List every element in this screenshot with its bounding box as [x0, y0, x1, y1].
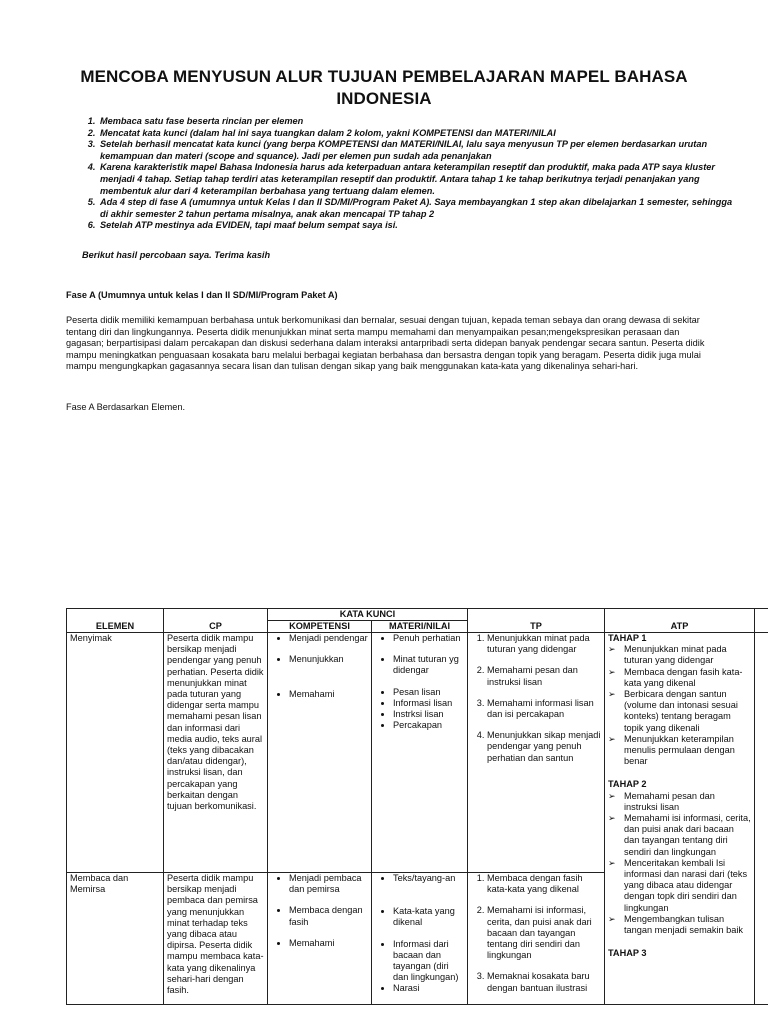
atp-tahap-label: TAHAP 1 — [608, 633, 647, 643]
list-item: ➢ Menceritakan kembali Isi informasi dan narasi dari (teks yang dibaca atau didengar dengan topk diri sendiri dan lingkungan — [608, 858, 751, 914]
cell-elemen: Menyimak — [67, 633, 164, 873]
list-item: • Penuh perhatian — [393, 633, 464, 644]
list-item: • Instrksi lisan — [393, 709, 464, 720]
list-item: • Pesan lisan — [393, 687, 464, 698]
list-item: ➢ Menunjukkan minat pada tuturan yang didengar — [608, 644, 751, 666]
cell-elemen: Membaca dan Memirsa — [67, 873, 164, 1005]
list-item: ➢ Menunjukkan keterampilan menulis permulaan dengan benar — [608, 734, 751, 768]
list-item: ➢ Berbicara dengan santun (volume dan intonasi sesuai konteks) tentang beragam topik yang dikenali — [608, 689, 751, 734]
header-kata-kunci: KATA KUNCI — [268, 609, 468, 621]
list-item: 3. Memaknai kosakata baru dengan bantuan ilustrasi — [487, 971, 601, 993]
atp-tahap-label: TAHAP 2 — [608, 779, 647, 790]
step-item: 5. Ada 4 step di fase A (umumnya untuk Kelas I dan II SD/MI/Program Paket A). Saya membayangkan 1 step akan dibelajarkan 1 semester, sehingga di akhir semester 2 tahun pertama misalnya, anak akan mencapai TP tahap 2 — [98, 197, 738, 220]
steps-list — [82, 116, 738, 232]
list-item: 4. Menunjukkan sikap menjadi pendengar yang penuh perhatian dan santun — [487, 730, 601, 764]
list-item: • Memahami — [289, 689, 368, 700]
list-item: 1. Membaca dengan fasih kata-kata yang dikenal — [487, 873, 601, 895]
list-item: • Menjadi pembaca dan pemirsa — [289, 873, 368, 895]
header-kompetensi: KOMPETENSI — [268, 621, 372, 633]
cell-materi — [372, 633, 468, 873]
step-item: 2. Mencatat kata kunci (dalam hal ini saya tuangkan dalam 2 kolom, yakni KOMPETENSI dan MATERI/NILAI — [98, 128, 738, 140]
list-item: 2. Memahami isi informasi, cerita, dan puisi anak dari bacaan dan tayangan tentang diri sendiri dan lingkungan — [487, 905, 601, 961]
list-item: • Informasi lisan — [393, 698, 464, 709]
header-extra — [755, 609, 768, 633]
cell-cp: Peserta didik mampu bersikap menjadi pembaca dan pemirsa yang menunjukkan minat terhadap teks yang dibaca atau dipirsa. Peserta didik mampu membaca kata-kata yang dikenalinya sehari-hari dengan fasih. — [164, 873, 268, 1005]
list-item: • Teks/tayang-an — [393, 873, 464, 884]
list-item: • Percakapan — [393, 720, 464, 731]
cell-kompetensi — [268, 873, 372, 1005]
header-cp: CP — [164, 609, 268, 633]
header-row-top — [67, 609, 768, 621]
header-elemen: ELEMEN — [67, 609, 164, 633]
list-item: ➢ Memahami isi informasi, cerita, dan puisi anak dari bacaan dan tayangan tentang diri sendiri dan lingkungan — [608, 813, 751, 858]
list-item: ➢ Memahami pesan dan instruksi lisan — [608, 791, 751, 813]
fase-heading: Fase A (Umumnya untuk kelas I dan II SD/MI/Program Paket A) — [66, 290, 338, 300]
list-item: • Memahami — [289, 938, 368, 949]
step-item: 3. Setelah berhasil mencatat kata kunci (yang berpa KOMPETENSI dan MATERI/NILAI, lalu saya menyusun TP per elemen berdasarkan urutan kemampuan dan materi (scope and squance). Jadi per elemen pun sudah ada penanjakan — [98, 139, 738, 162]
list-item: • Menjadi pendengar — [289, 633, 368, 644]
cell-kompetensi — [268, 633, 372, 873]
cp-paragraph: Peserta didik memiliki kemampuan berbahasa untuk berkomunikasi dan bernalar, sesuai dengan tujuan, kepada teman sebaya dan orang dewasa di sekitar tentang diri dan lingkungannya. Peserta didik menunjukkan minat serta mampu memahami dan menyampaikan pesan;mengekspresikan perasaan dan gagasan; berpartisipasi dalam percakapan dan diskusi sederhana dalam interaksi antarpribadi serta didepan banyak pendengar secara santun. Peserta didik mampu meningkatkan penguasaan kosakata baru melalui berbagai kegiatan berbahasa dan bersastra dengan topik yang beragam. Peserta didik juga mulai mampu mengungkapkan gagasannya secara lisan dan tulisan dengan sikap yang baik menggunakan kata-kata yang dikenalinya sehari-hari. — [66, 315, 705, 372]
list-item: • Informasi dari bacaan dan tayangan (diri dan lingkungan) — [393, 939, 464, 984]
fase-elemen-label: Fase A Berdasarkan Elemen. — [66, 402, 185, 412]
cell-tp — [468, 633, 605, 873]
list-item: 2. Memahami pesan dan instruksi lisan — [487, 665, 601, 687]
list-item: ➢ Mengembangkan tulisan tangan menjadi semakin baik — [608, 914, 751, 936]
cell-extra — [755, 633, 768, 1005]
list-item: • Menunjukkan — [289, 654, 368, 665]
list-item: • Minat tuturan yg didengar — [393, 654, 464, 676]
list-item: • Narasi — [393, 983, 464, 994]
list-item: • Kata-kata yang dikenal — [393, 906, 464, 928]
cell-cp: Peserta didik mampu bersikap menjadi pendengar yang penuh perhatian. Peserta didik menunjukkan minat pada tuturan yang didengar serta mampu memahami pesan lisan dan informasi dari media audio, teks aural (teks yang dibacakan dan/atau didengar), instruksi lisan, dan percakapan yang berkaitan dengan tujuan berkomunikasi. — [164, 633, 268, 873]
header-materi: MATERI/NILAI — [372, 621, 468, 633]
step-item: 6. Setelah ATP mestinya ada EVIDEN, tapi maaf belum sempat saya isi. — [98, 220, 738, 232]
list-item: 3. Memahami informasi lisan dan isi percakapan — [487, 698, 601, 720]
step-item: 1. Membaca satu fase beserta rincian per elemen — [98, 116, 738, 128]
alur-table — [66, 608, 768, 1005]
list-item: 1. Menunjukkan minat pada tuturan yang didengar — [487, 633, 601, 655]
thanks-note: Berikut hasil percobaan saya. Terima kasih — [82, 250, 271, 260]
header-tp: TP — [468, 609, 605, 633]
cell-atp — [605, 633, 755, 1005]
document-title: MENCOBA MENYUSUN ALUR TUJUAN PEMBELAJARAN MAPEL BAHASA INDONESIA — [80, 67, 688, 108]
header-atp: ATP — [605, 609, 755, 633]
cell-tp — [468, 873, 605, 1005]
step-item: 4. Karena karakteristik mapel Bahasa Indonesia harus ada keterpaduan antara keterampilan reseptif dan produktif, maka pada ATP saya kluster menjadi 4 tahap. Setiap tahap terdiri atas keterampilan reseptif dan produktif. Antara tahap 1 ke tahap berikutnya terjadi penanjakan yang membentuk alur dari 4 keterampilan berbahasa yang tertuang dalam elemen. — [98, 162, 738, 197]
list-item: ➢ Membaca dengan fasih kata-kata yang dikenal — [608, 667, 751, 689]
cell-materi — [372, 873, 468, 1005]
table-row — [67, 633, 768, 873]
atp-tahap-label: TAHAP 3 — [608, 948, 647, 959]
list-item: • Membaca dengan fasih — [289, 905, 368, 927]
